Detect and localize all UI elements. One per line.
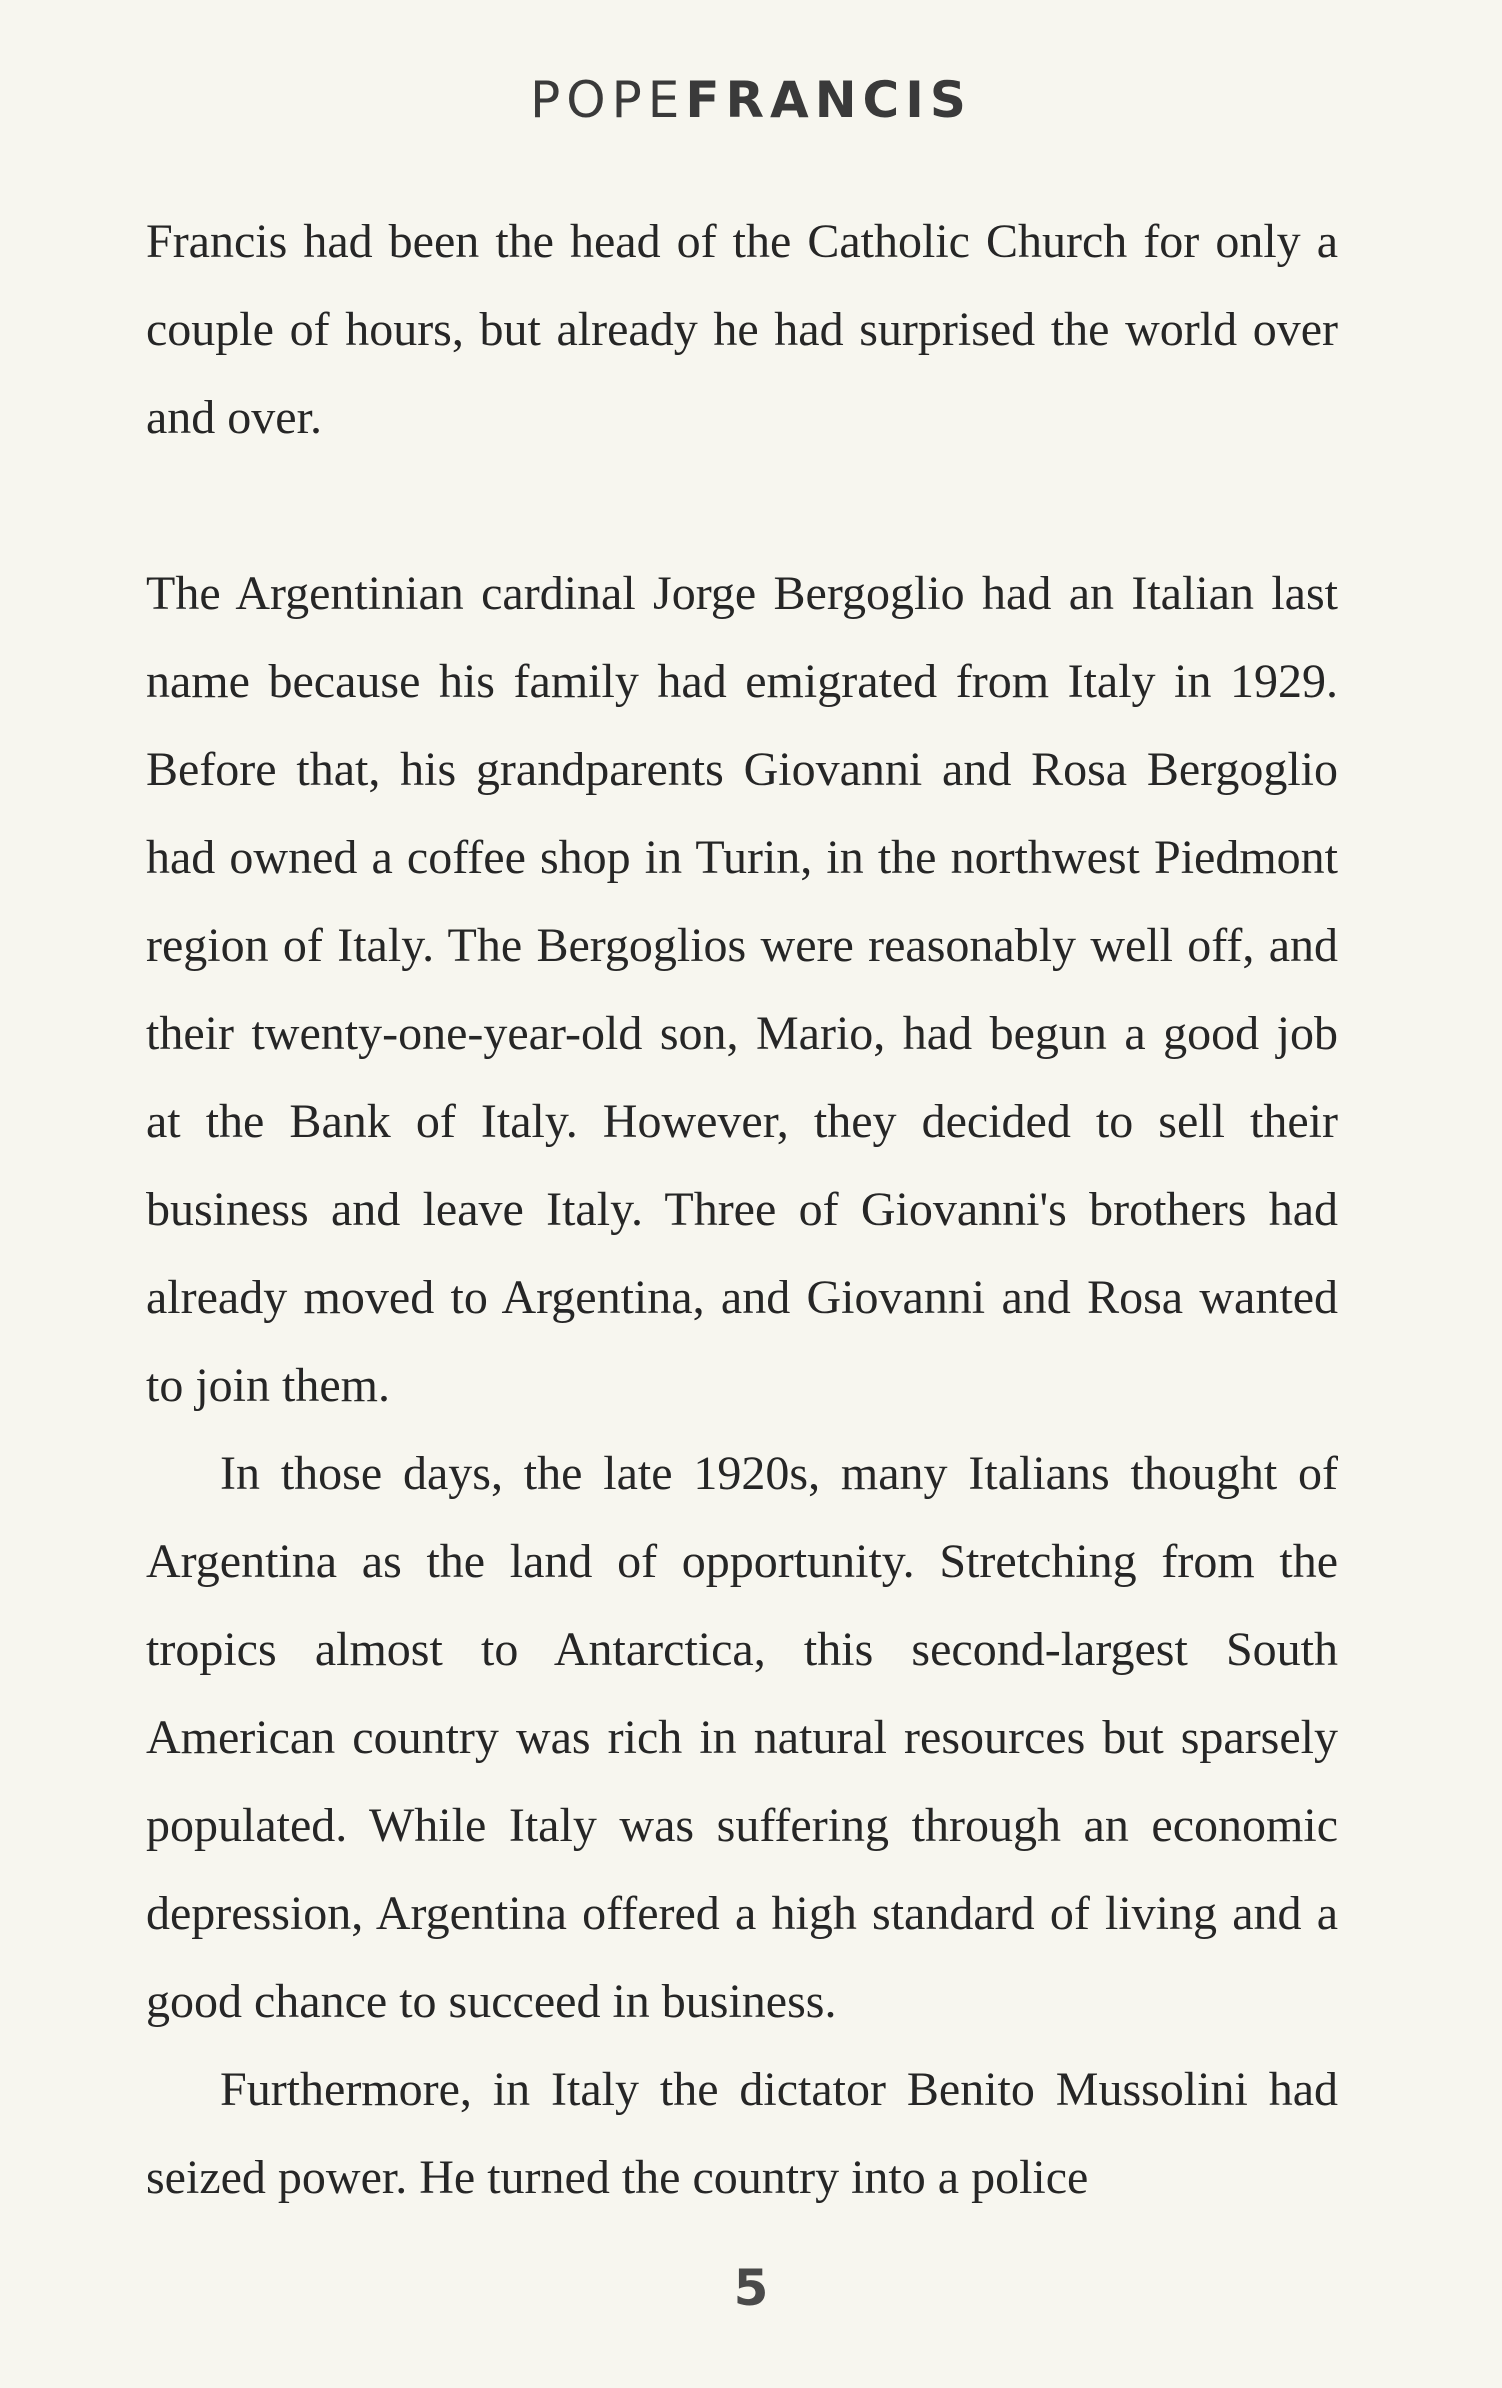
running-head-bold: FRANCIS [685, 71, 972, 129]
running-head [0, 70, 1502, 130]
running-head-light: POPE [530, 71, 686, 129]
body-text [146, 198, 1338, 2222]
paragraph-3: In those days, the late 1920s, many Italians thought of Argentina as the land of opportunity. Stretching from the tropics almost to Antarctica, this second-largest South American country was rich in natural resources but sparsely populated. While Italy was suffering through an economic depression, Argentina offered a high standard of living and a good chance to succeed in business. [146, 1447, 1338, 2028]
page-number: 5 [733, 2259, 769, 2317]
paragraph-1: Francis had been the head of the Catholic Church for only a couple of hours, but already he had surprised the world over and over. [146, 215, 1338, 444]
paragraph-2: The Argentinian cardinal Jorge Bergoglio had an Italian last name because his family had emigrated from Italy in 1929. Before that, his grandparents Giovanni and Rosa Bergoglio had owned a coffee shop in Turin, in the northwest Piedmont region of Italy. The Bergoglios were reasonably well off, and their twenty-one-year-old son, Mario, had begun a good job at the Bank of Italy. However, they decided to sell their business and leave Italy. Three of Giovanni's brothers had already moved to Argentina, and Giovanni and Rosa wanted to join them. [146, 567, 1338, 1412]
paragraph-4: Furthermore, in Italy the dictator Benito Mussolini had seized power. He turned the country into a police [146, 2063, 1338, 2204]
